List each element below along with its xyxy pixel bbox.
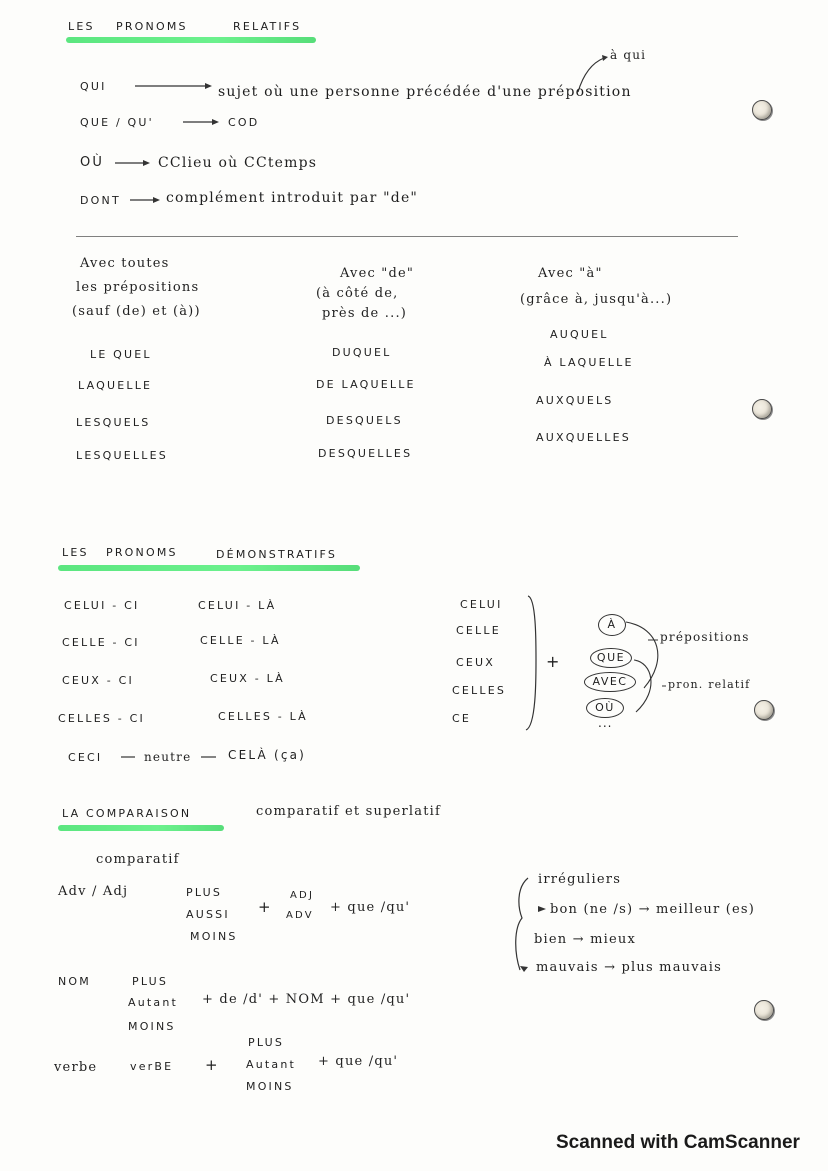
dont-description: complément introduit par "de" bbox=[166, 190, 419, 206]
highlight-comparaison bbox=[58, 825, 224, 831]
comparatif-heading: comparatif bbox=[96, 852, 180, 867]
punch-hole bbox=[754, 1000, 774, 1020]
simple-item-4: CELLES bbox=[452, 684, 507, 697]
simple-item-2: CELLE bbox=[456, 624, 501, 637]
verbe-word: verBE bbox=[130, 1060, 174, 1073]
col2-item-4: DESQUELLES bbox=[318, 447, 413, 460]
la-item-1: CELUI - LÀ bbox=[198, 599, 277, 612]
verbe-plus-sign: + bbox=[205, 1056, 219, 1074]
arrowhead-que bbox=[212, 119, 219, 125]
scanner-watermark: Scanned with CamScanner bbox=[556, 1132, 800, 1153]
col1-heading-1: Avec toutes bbox=[80, 256, 170, 271]
la-item-3: CEUX - LÀ bbox=[210, 672, 285, 685]
adv-word-moins: MOINS bbox=[190, 930, 238, 943]
qui-label: QUI bbox=[80, 80, 107, 93]
title-demo-les: LES bbox=[62, 546, 89, 559]
circled-dots: ... bbox=[598, 716, 613, 730]
col2-item-1: DUQUEL bbox=[332, 346, 392, 359]
nom-label: NOM bbox=[58, 975, 91, 988]
verbe-word-plus: PLUS bbox=[248, 1036, 285, 1049]
connector-arc-2 bbox=[634, 660, 651, 712]
cela-label: CELÀ (ça) bbox=[228, 748, 307, 762]
circled-ou: OÙ bbox=[586, 698, 624, 718]
prepositions-label: prépositions bbox=[660, 630, 750, 644]
circled-que: QUE bbox=[590, 648, 632, 668]
arrowhead-irreg-1 bbox=[538, 906, 546, 912]
nom-word-plus: PLUS bbox=[132, 975, 169, 988]
circled-a: À bbox=[598, 614, 626, 636]
ci-item-3: CEUX - CI bbox=[62, 674, 134, 687]
col3-item-2: À LAQUELLE bbox=[544, 356, 634, 369]
ceci-label: CECI bbox=[68, 751, 103, 764]
title-relatifs-relatifs: RELATIFS bbox=[233, 20, 302, 33]
arrowhead-a-qui bbox=[602, 55, 608, 61]
title-demo-pronoms: PRONOMS bbox=[106, 546, 178, 559]
col3-item-1: AUQUEL bbox=[550, 328, 609, 341]
qui-description: sujet où une personne précédée d'une préposition bbox=[218, 84, 632, 100]
la-item-4: CELLES - LÀ bbox=[218, 710, 308, 723]
demo-plus-sign: + bbox=[546, 652, 561, 671]
simple-item-5: CE bbox=[452, 712, 472, 725]
adv-word-plus: PLUS bbox=[186, 886, 223, 899]
adv-plus-sign: + bbox=[258, 898, 272, 916]
dont-label: DONT bbox=[80, 194, 121, 207]
arrowhead-dont bbox=[153, 197, 160, 203]
simple-item-3: CEUX bbox=[456, 656, 496, 669]
title-relatifs-les: LES bbox=[68, 20, 95, 33]
arrowhead-ou bbox=[143, 160, 150, 166]
ou-description: CClieu où CCtemps bbox=[158, 155, 318, 171]
qui-note: à qui bbox=[610, 48, 647, 62]
col2-item-3: DESQUELS bbox=[326, 414, 403, 427]
que-label: QUE / QU' bbox=[80, 116, 154, 129]
verbe-word-moins: MOINS bbox=[246, 1080, 294, 1093]
adj-word: ADJ bbox=[290, 890, 315, 901]
col1-item-3: LESQUELS bbox=[76, 416, 151, 429]
punch-hole bbox=[752, 100, 772, 120]
col1-heading-2: les prépositions bbox=[76, 280, 200, 295]
title-comparaison: LA COMPARAISON bbox=[62, 807, 192, 820]
title-demo-demonstratifs: DÉMONSTRATIFS bbox=[216, 548, 338, 561]
ci-item-1: CELUI - CI bbox=[64, 599, 140, 612]
col2-heading-3: près de ...) bbox=[322, 306, 408, 321]
title-relatifs-pronoms: PRONOMS bbox=[116, 20, 188, 33]
brace-irreguliers bbox=[516, 878, 528, 970]
col1-heading-3: (sauf (de) et (à)) bbox=[72, 304, 201, 319]
simple-item-1: CELUI bbox=[460, 598, 503, 611]
arrowhead-irreg-3 bbox=[520, 966, 528, 972]
irregular-item-2: bien → mieux bbox=[534, 932, 636, 947]
punch-hole bbox=[754, 700, 774, 720]
verbe-word-autant: Autant bbox=[246, 1058, 297, 1071]
ou-label: OÙ bbox=[80, 155, 105, 170]
verbe-rest: + que /qu' bbox=[318, 1054, 399, 1069]
la-item-2: CELLE - LÀ bbox=[200, 634, 281, 647]
ci-item-4: CELLES - CI bbox=[58, 712, 145, 725]
comparaison-subtitle: comparatif et superlatif bbox=[256, 804, 442, 819]
verbe-label: verbe bbox=[54, 1060, 98, 1075]
col1-item-1: LE QUEL bbox=[90, 348, 152, 361]
adv-que-qu: + que /qu' bbox=[330, 900, 411, 915]
nom-rest: + de /d' + NOM + que /qu' bbox=[202, 992, 411, 1007]
col2-heading-2: (à côté de, bbox=[316, 286, 399, 301]
irregular-item-1: bon (ne /s) → meilleur (es) bbox=[550, 902, 756, 917]
irregular-item-3: mauvais → plus mauvais bbox=[536, 960, 722, 975]
circled-avec: AVEC bbox=[584, 672, 636, 692]
punch-hole bbox=[752, 399, 772, 419]
col3-heading-2: (grâce à, jusqu'à...) bbox=[520, 292, 673, 307]
highlight-relatifs bbox=[66, 37, 316, 43]
col3-heading-1: Avec "à" bbox=[538, 266, 603, 281]
adv-word-aussi: AUSSI bbox=[186, 908, 230, 921]
divider-rule bbox=[76, 236, 738, 237]
col1-item-4: LESQUELLES bbox=[76, 449, 168, 462]
col3-item-4: AUXQUELLES bbox=[536, 431, 631, 444]
adv-word: ADV bbox=[286, 910, 314, 921]
nom-word-moins: MOINS bbox=[128, 1020, 176, 1033]
que-description: COD bbox=[228, 116, 260, 129]
col2-heading-1: Avec "de" bbox=[340, 266, 415, 281]
col2-item-2: DE LAQUELLE bbox=[316, 378, 416, 391]
ci-item-2: CELLE - CI bbox=[62, 636, 140, 649]
nom-word-autant: Autant bbox=[128, 996, 179, 1009]
brace-demonstratifs bbox=[526, 596, 536, 730]
col1-item-2: LAQUELLE bbox=[78, 379, 153, 392]
adv-adj-label: Adv / Adj bbox=[58, 884, 129, 899]
arrowhead-qui bbox=[205, 83, 212, 89]
neutre-label: neutre bbox=[144, 750, 192, 764]
col3-item-3: AUXQUELS bbox=[536, 394, 614, 407]
pron-relatif-label: pron. relatif bbox=[668, 678, 751, 691]
highlight-demonstratifs bbox=[58, 565, 360, 571]
irreguliers-heading: irréguliers bbox=[538, 872, 622, 887]
